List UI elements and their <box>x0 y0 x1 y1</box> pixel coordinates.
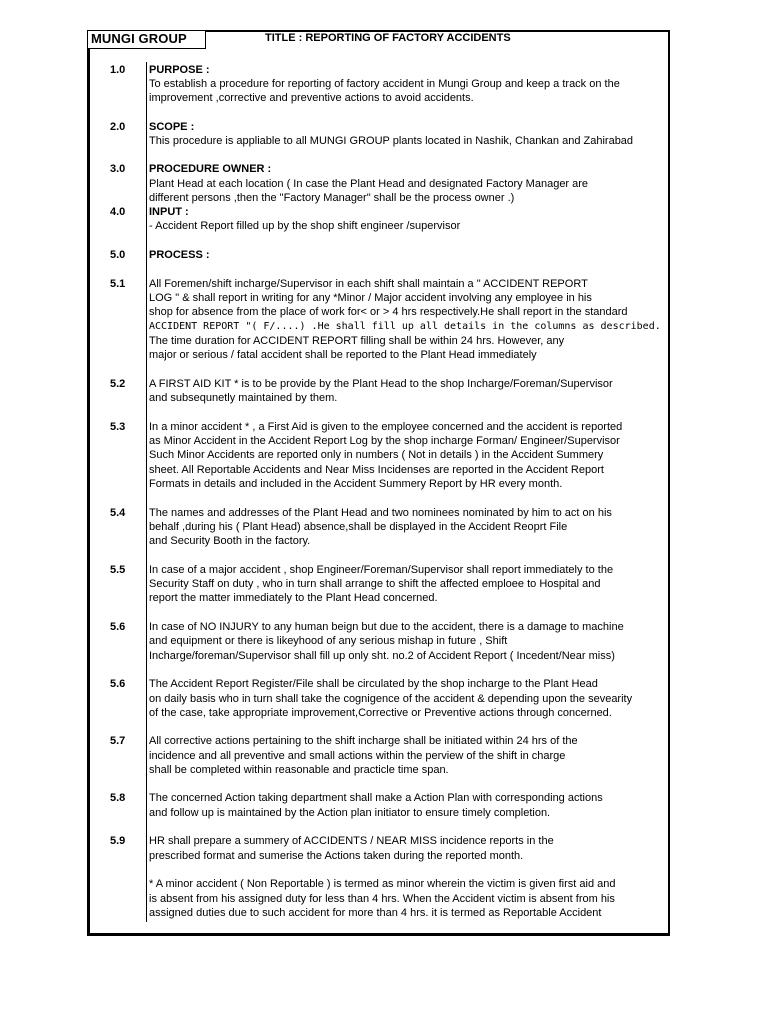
section-number: 5.7 <box>110 735 126 747</box>
footnote-line: is absent from his assigned duty for less than 4 hrs. When the Accident victim is absent from his <box>149 893 615 905</box>
body-line: Incharge/foreman/Supervisor shall fill up only sht. no.2 of Accident Report ( Incedent/Near miss) <box>149 650 615 662</box>
body-line: report the matter immediately to the Plant Head concerned. <box>149 592 438 604</box>
body-line: Such Minor Accidents are reported only in numbers ( Not in details ) in the Accident Summery <box>149 449 604 461</box>
body-line: LOG " & shall report in writing for any *Minor / Major accident involving any employee in his <box>149 292 592 304</box>
body-line: Security Staff on duty , who in turn shall arrange to shift the affected emploee to Hospital and <box>149 578 601 590</box>
footnote-line: * A minor accident ( Non Reportable ) is termed as minor wherein the victim is given first aid and <box>149 878 616 890</box>
section-number: 5.3 <box>110 421 126 433</box>
section-number: 5.0 <box>110 249 126 261</box>
section-number: 1.0 <box>110 64 126 76</box>
body-line: shop for absence from the place of work for< or > 4 hrs respectively.He shall report in the standard <box>149 306 628 318</box>
body-line: In case of a major accident , shop Engineer/Foreman/Supervisor shall report immediately to the <box>149 564 614 576</box>
body-line: Plant Head at each location ( In case the Plant Head and designated Factory Manager are <box>149 178 589 190</box>
body-line: behalf ,during his ( Plant Head) absence,shall be displayed in the Accident Reoprt File <box>149 521 568 533</box>
footnote-line: assigned duties due to such accident for more than 4 hrs. it is termed as Reportable Accident <box>149 907 602 919</box>
body-line: as Minor Accident in the Accident Report Log by the shop incharge Forman/ Engineer/Supervisor <box>149 435 620 447</box>
body-line: and follow up is maintained by the Action plan initiator to ensure timely completion. <box>149 807 551 819</box>
body-line: on daily basis who in turn shall take the cognigence of the accident & depending upon the sevearity <box>149 693 633 705</box>
body-line: A FIRST AID KIT * is to be provide by the Plant Head to the shop Incharge/Foreman/Supervisor <box>149 378 613 390</box>
body-line: sheet. All Reportable Accidents and Near Miss Incidenses are reported in the Accident Report <box>149 464 604 476</box>
section-heading: PURPOSE : <box>149 64 210 76</box>
body-line: The Accident Report Register/File shall be circulated by the shop incharge to the Plant Head <box>149 678 598 690</box>
body-line: In a minor accident * , a First Aid is given to the employee concerned and the accident is reported <box>149 421 623 433</box>
body-line: All Foremen/shift incharge/Supervisor in each shift shall maintain a " ACCIDENT REPORT <box>149 278 588 290</box>
company-name: MUNGI GROUP <box>91 31 187 46</box>
section-number: 2.0 <box>110 121 126 133</box>
section-heading: INPUT : <box>149 206 189 218</box>
body-line: The concerned Action taking department shall make a Action Plan with corresponding actions <box>149 792 603 804</box>
body-line: - Accident Report filled up by the shop shift engineer /supervisor <box>149 220 461 232</box>
section-heading: PROCESS : <box>149 249 210 261</box>
section-number: 5.8 <box>110 792 126 804</box>
body-line: and Security Booth in the factory. <box>149 535 311 547</box>
section-number: 5.9 <box>110 835 126 847</box>
section-heading: PROCEDURE OWNER : <box>149 163 272 175</box>
body-line: ACCIDENT REPORT "( F/....) .He shall fill up all details in the columns as described. <box>149 321 661 332</box>
column-divider <box>146 62 147 922</box>
body-line: The names and addresses of the Plant Head and two nominees nominated by him to act on his <box>149 507 612 519</box>
body-line: This procedure is appliable to all MUNGI GROUP plants located in Nashik, Chankan and Zahirabad <box>149 135 634 147</box>
body-line: prescribed format and sumerise the Actions taken during the reported month. <box>149 850 524 862</box>
section-number: 3.0 <box>110 163 126 175</box>
body-line: and equipment or there is likeyhood of any serious mishap in future , Shift <box>149 635 508 647</box>
body-line: major or serious / fatal accident shall be reported to the Plant Head immediately <box>149 349 537 361</box>
body-line: improvement ,corrective and preventive actions to avoid accidents. <box>149 92 474 104</box>
section-number: 5.2 <box>110 378 126 390</box>
document-title: TITLE : REPORTING OF FACTORY ACCIDENTS <box>265 32 511 44</box>
section-number: 5.4 <box>110 507 126 519</box>
body-line: and subsequnetly maintained by them. <box>149 392 338 404</box>
body-line: To establish a procedure for reporting of factory accident in Mungi Group and keep a track on the <box>149 78 620 90</box>
body-line: All corrective actions pertaining to the shift incharge shall be initiated within 24 hrs of the <box>149 735 578 747</box>
body-line: Formats in details and included in the Accident Summery Report by HR every month. <box>149 478 563 490</box>
body-line: incidence and all preventive and small actions within the perview of the shift in charge <box>149 750 566 762</box>
body-line: different persons ,then the "Factory Manager" shall be the process owner .) <box>149 192 515 204</box>
section-number: 5.6 <box>110 678 126 690</box>
body-line: shall be completed within reasonable and practicle time span. <box>149 764 449 776</box>
body-line: The time duration for ACCIDENT REPORT filling shall be within 24 hrs. However, any <box>149 335 565 347</box>
section-number: 5.5 <box>110 564 126 576</box>
body-line: of the case, take appropriate improvement,Corrective or Preventive actions through concerned. <box>149 707 612 719</box>
company-box <box>87 30 206 49</box>
body-line: HR shall prepare a summery of ACCIDENTS / NEAR MISS incidence reports in the <box>149 835 554 847</box>
section-number: 5.1 <box>110 278 126 290</box>
body-line: In case of NO INJURY to any human beign but due to the accident, there is a damage to machine <box>149 621 624 633</box>
section-heading: SCOPE : <box>149 121 195 133</box>
section-number: 4.0 <box>110 206 126 218</box>
section-number: 5.6 <box>110 621 126 633</box>
